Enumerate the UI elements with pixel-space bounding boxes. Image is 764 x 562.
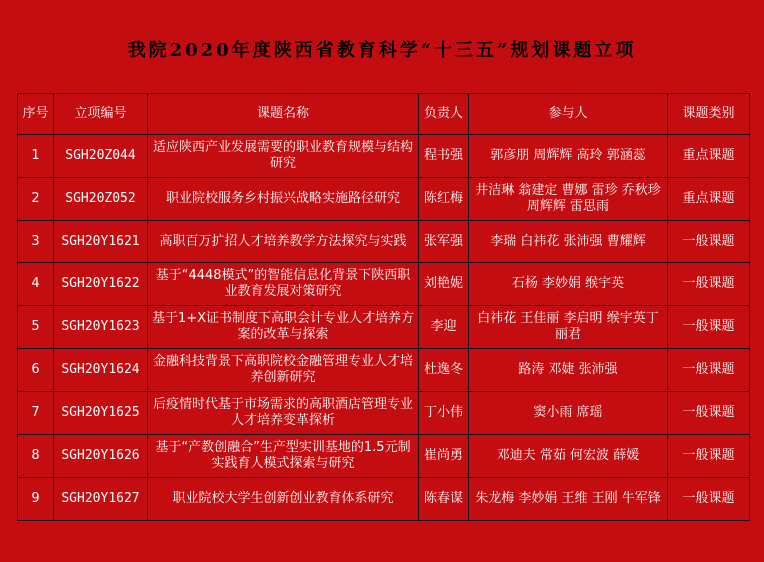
cell-no: 4: [18, 263, 54, 306]
cell-members: 李瑞 白祎花 张沛强 曹耀辉: [469, 221, 668, 263]
cell-code: SGH20Y1627: [54, 478, 148, 521]
cell-members: 井洁琳 翁建定 曹娜 雷珍 乔秋珍 周辉辉 雷思雨: [469, 178, 668, 221]
cell-leader: 程书强: [419, 135, 469, 178]
cell-code: SGH20Y1621: [54, 221, 148, 263]
cell-code: SGH20Y1625: [54, 392, 148, 435]
cell-no: 2: [18, 178, 54, 221]
column-header-code: 立项编号: [54, 94, 148, 135]
column-header-no: 序号: [18, 94, 54, 135]
cell-leader: 杜逸冬: [419, 349, 469, 392]
cell-no: 1: [18, 135, 54, 178]
cell-leader: 崔尚勇: [419, 435, 469, 478]
cell-category: 重点课题: [668, 178, 750, 221]
table-row: [18, 349, 750, 392]
column-header-category: 课题类别: [668, 94, 750, 135]
table-row: [18, 306, 750, 349]
column-header-name: 课题名称: [148, 94, 419, 135]
cell-category: 一般课题: [668, 435, 750, 478]
table-row: [18, 392, 750, 435]
cell-no: 5: [18, 306, 54, 349]
table-header-row: [18, 94, 750, 135]
table-row: [18, 435, 750, 478]
column-header-leader: 负责人: [419, 94, 469, 135]
table-row: [18, 263, 750, 306]
cell-leader: 刘艳妮: [419, 263, 469, 306]
table-row: [18, 478, 750, 521]
cell-leader: 李迎: [419, 306, 469, 349]
cell-name: 职业院校服务乡村振兴战略实施路径研究: [148, 178, 419, 221]
cell-name: 适应陕西产业发展需要的职业教育规模与结构研究: [148, 135, 419, 178]
cell-category: 一般课题: [668, 478, 750, 521]
cell-code: SGH20Y1623: [54, 306, 148, 349]
table-row: [18, 178, 750, 221]
cell-category: 一般课题: [668, 392, 750, 435]
cell-members: 石杨 李妙娟 缑宇英: [469, 263, 668, 306]
cell-category: 一般课题: [668, 306, 750, 349]
cell-code: SGH20Z044: [54, 135, 148, 178]
cell-no: 6: [18, 349, 54, 392]
cell-no: 7: [18, 392, 54, 435]
cell-category: 重点课题: [668, 135, 750, 178]
table-row: [18, 221, 750, 263]
cell-no: 9: [18, 478, 54, 521]
cell-members: 白祎花 王佳丽 李启明 缑宇英丁丽君: [469, 306, 668, 349]
cell-members: 窦小雨 席瑶: [469, 392, 668, 435]
cell-leader: 丁小伟: [419, 392, 469, 435]
cell-members: 邓迪夫 常茹 何宏波 薛媛: [469, 435, 668, 478]
cell-category: 一般课题: [668, 221, 750, 263]
cell-name: 基于“产教创融合”生产型实训基地的1.5元制实践育人模式探索与研究: [148, 435, 419, 478]
cell-name: 高职百万扩招人才培养教学方法探究与实践: [148, 221, 419, 263]
cell-name: 基于“4448模式”的智能信息化背景下陕西职业教育发展对策研究: [148, 263, 419, 306]
cell-leader: 陈红梅: [419, 178, 469, 221]
table-row: [18, 135, 750, 178]
cell-name: 后疫情时代基于市场需求的高职酒店管理专业人才培养变革探析: [148, 392, 419, 435]
cell-members: 路涛 邓婕 张沛强: [469, 349, 668, 392]
cell-name: 基于1+X证书制度下高职会计专业人才培养方案的改革与探索: [148, 306, 419, 349]
cell-code: SGH20Y1624: [54, 349, 148, 392]
cell-no: 8: [18, 435, 54, 478]
page-title: 我院2020年度陕西省教育科学“十三五”规划课题立项: [127, 40, 637, 61]
column-header-members: 参与人: [469, 94, 668, 135]
cell-category: 一般课题: [668, 263, 750, 306]
cell-name: 职业院校大学生创新创业教育体系研究: [148, 478, 419, 521]
cell-no: 3: [18, 221, 54, 263]
projects-table: [17, 93, 750, 521]
cell-leader: 张军强: [419, 221, 469, 263]
cell-code: SGH20Z052: [54, 178, 148, 221]
cell-code: SGH20Y1622: [54, 263, 148, 306]
cell-category: 一般课题: [668, 349, 750, 392]
cell-name: 金融科技背景下高职院校金融管理专业人才培养创新研究: [148, 349, 419, 392]
cell-code: SGH20Y1626: [54, 435, 148, 478]
cell-members: 朱龙梅 李妙娟 王维 王刚 牛军锋: [469, 478, 668, 521]
cell-leader: 陈春谋: [419, 478, 469, 521]
cell-members: 郭彦朋 周辉辉 高玲 郭涵蕊: [469, 135, 668, 178]
